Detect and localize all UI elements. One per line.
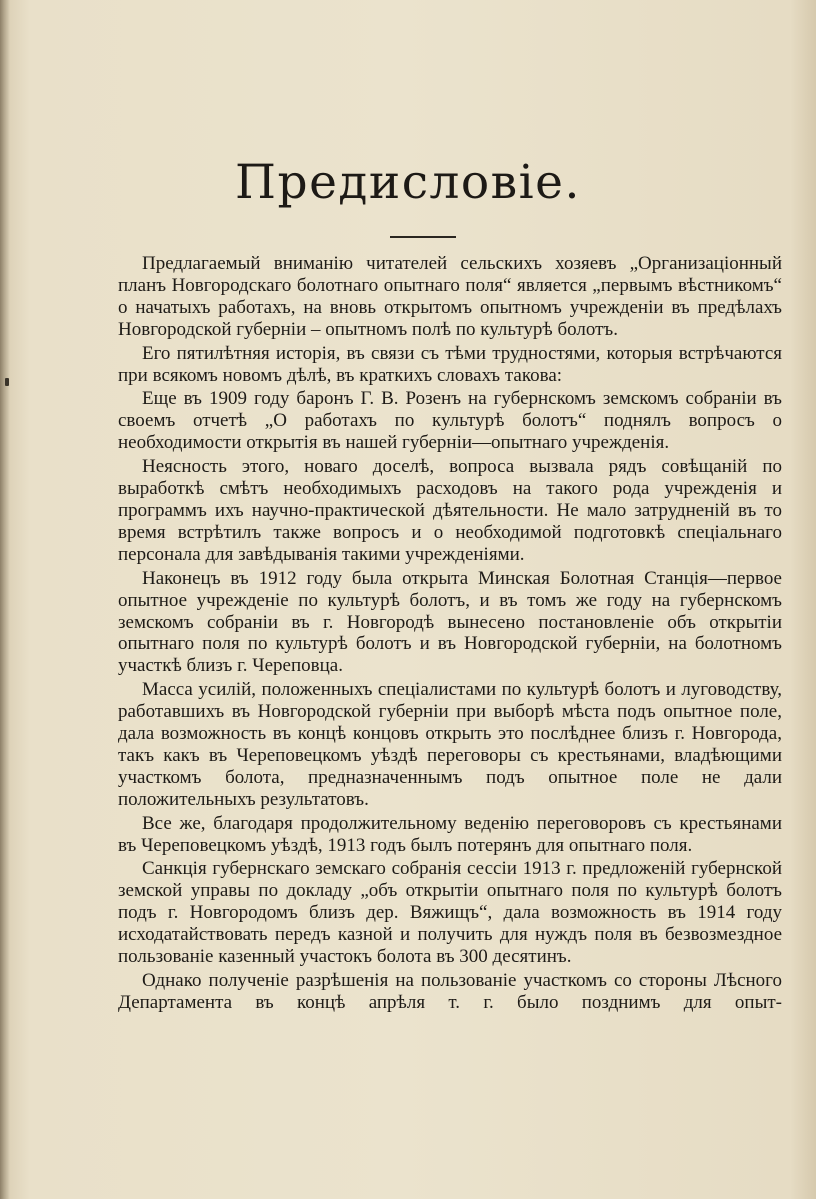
- paragraph: Наконецъ въ 1912 году была открыта Минская Болотная Станція—первое опытное учрежденіе по культурѣ болотъ, и въ томъ же году на губернскомъ земскомъ собраніи въ г. Новгородѣ вынесено постановленіе объ открытіи опытнаго поля по культурѣ болотъ и въ Новгородской губерніи, на болотномъ участкѣ близъ г. Череповца.: [118, 567, 782, 677]
- paragraph: Все же, благодаря продолжительному веденію переговоровъ съ крестьянами въ Череповецкомъ уѣздѣ, 1913 годъ былъ потерянъ для опытнаго поля.: [118, 812, 782, 856]
- paragraph: Масса усилій, положенныхъ спеціалистами по культурѣ болотъ и луговодству, работавшихъ въ Новгородской губерніи при выборѣ мѣста подъ опытное поле, дала возможность въ концѣ концовъ открыть это послѣднее близъ г. Новгорода, такъ какъ въ Череповецкомъ уѣздѣ переговоры съ крестьянами, владѣющими участкомъ болота, предназначеннымъ подъ опытное поле не дали положительныхъ результатовъ.: [118, 679, 782, 810]
- margin-mark: [5, 378, 9, 386]
- title-divider: [390, 236, 456, 238]
- document-body: [118, 253, 782, 1014]
- paragraph: Его пятилѣтняя исторія, въ связи съ тѣми трудностями, которыя встрѣчаются при всякомъ новомъ дѣлѣ, въ краткихъ словахъ такова:: [118, 342, 782, 386]
- paragraph: Неясность этого, новаго доселѣ, вопроса вызвала рядъ совѣщаній по выработкѣ смѣтъ необходимыхъ расходовъ на такого рода учрежденія и программъ ихъ научно-практической дѣятельности. Не мало затрудненій въ то время встрѣтилъ также вопросъ и о необходимой подготовкѣ спеціальнаго персонала для завѣдыванія такими учрежденіями.: [118, 456, 782, 565]
- paragraph: Еще въ 1909 году баронъ Г. В. Розенъ на губернскомъ земскомъ собраніи въ своемъ отчетѣ „О работахъ по культурѣ болотъ“ поднялъ вопросъ о необходимости открытія въ нашей губерніи—опытнаго учрежденія.: [118, 388, 782, 454]
- page-title: Предисловіе.: [235, 155, 581, 210]
- paragraph: Санкція губернскаго земскаго собранія сессіи 1913 г. предложеній губернской земской управы по докладу „объ открытіи опытнаго поля по культурѣ болотъ подъ г. Новгородомъ близъ дер. Вяжищъ“, дала возможность въ 1914 году исходатайствовать передъ казной и получить для нуждъ поля въ безвозмездное пользованіе казенный участокъ болота въ 300 десятинъ.: [118, 858, 782, 968]
- paragraph: Предлагаемый вниманію читателей сельскихъ хозяевъ „Организаціонный планъ Новгородскаго болотнаго опытнаго поля“ является „первымъ вѣстникомъ“ о начатыхъ работахъ, на вновь открытомъ опытномъ учрежденіи въ предѣлахъ Новгородской губерніи – опытномъ полѣ по культурѣ болотъ.: [118, 253, 782, 340]
- paragraph-last: Однако полученіе разрѣшенія на пользованіе участкомъ со стороны Лѣсного Департамента въ концѣ апрѣля т. г. было позднимъ для опыт-: [118, 970, 782, 1013]
